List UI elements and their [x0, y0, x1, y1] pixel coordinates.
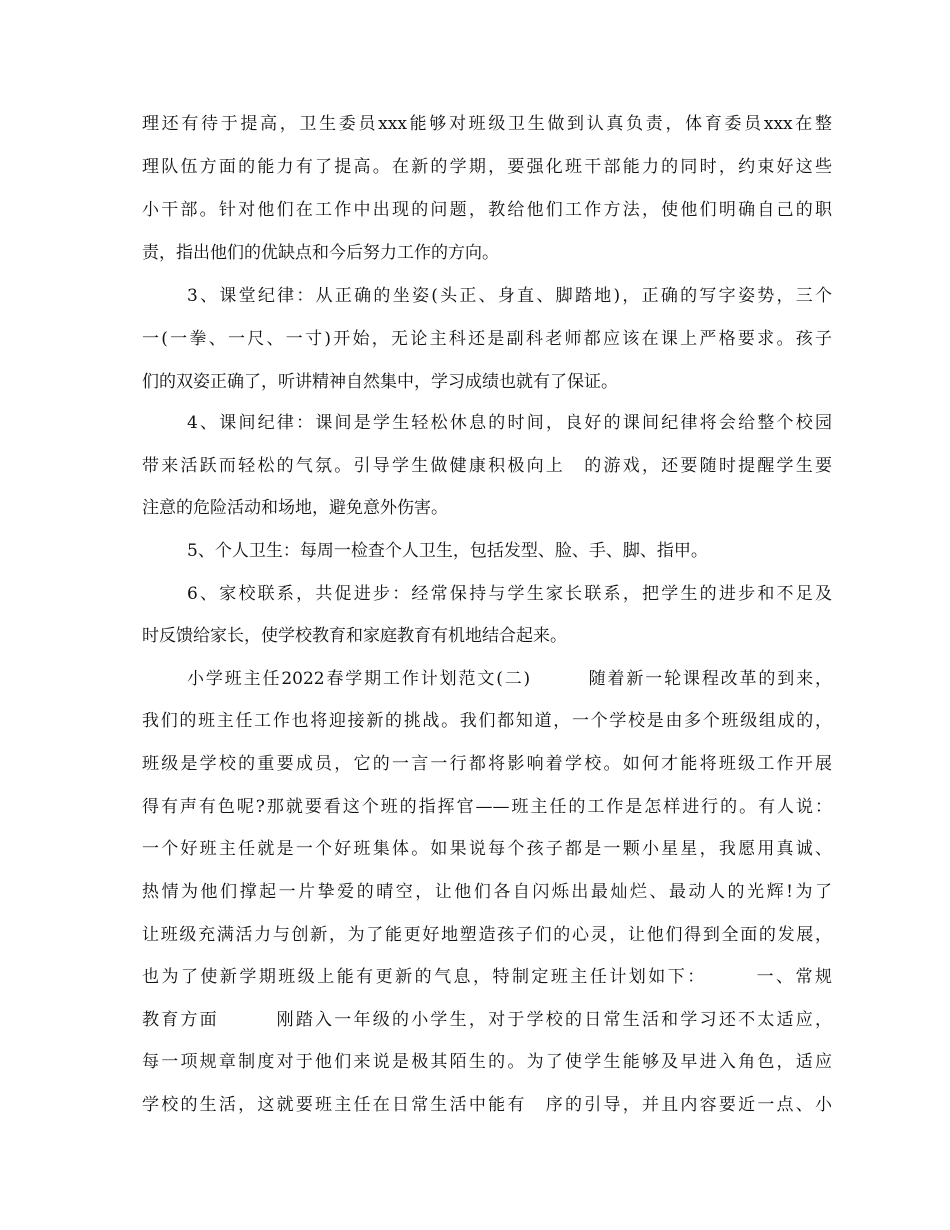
text-line: 一(一拳、一尺、一寸)开始，无论主科还是副科老师都应该在课上严格要求。孩子 [142, 329, 832, 349]
text-line: 每一项规章制度对于他们来说是极其陌生的。为了使学生能够及早进入角色，适应 [142, 1052, 832, 1072]
text-line: 5、个人卫生：每周一检查个人卫生，包括发型、脸、手、脚、指甲。 [187, 541, 708, 561]
text-line: 班级是学校的重要成员，它的一言一行都将影响着学校。如何才能将班级工作开展 [142, 754, 832, 774]
text-line: 责，指出他们的优缺点和今后努力工作的方向。 [142, 243, 499, 263]
text-line: 教育方面 刚踏入一年级的小学生，对于学校的日常生活和学习还不太适应， [142, 1010, 832, 1030]
text-line: 小学班主任2022春学期工作计划范文(二) 随着新一轮课程改革的到来， [187, 669, 832, 689]
text-line: 4、课间纪律：课间是学生轻松休息的时间，良好的课间纪律将会给整个校园 [187, 413, 832, 433]
text-line: 3、课堂纪律：从正确的坐姿(头正、身直、脚踏地)，正确的写字姿势，三个 [187, 286, 832, 306]
text-line: 学校的生活，这就要班主任在日常生活中能有 序的引导，并且内容要近一点、小 [142, 1095, 832, 1115]
text-line: 热情为他们撑起一片挚爱的晴空，让他们各自闪烁出最灿烂、最动人的光辉!为了 [142, 882, 832, 902]
text-line: 理还有待于提高，卫生委员xxx能够对班级卫生做到认真负责，体育委员xxx在整 [142, 114, 832, 134]
text-line: 让班级充满活力与创新，为了能更好地塑造孩子们的心灵，让他们得到全面的发展， [142, 925, 832, 945]
text-line: 也为了使新学期班级上能有更新的气息，特制定班主任计划如下： 一、常规 [142, 967, 832, 987]
text-line: 6、家校联系，共促进步：经常保持与学生家长联系，把学生的进步和不足及 [187, 584, 832, 604]
text-line: 时反馈给家长，使学校教育和家庭教育有机地结合起来。 [142, 626, 567, 646]
text-line: 得有声有色呢?那就要看这个班的指挥官——班主任的工作是怎样进行的。有人说： [142, 797, 832, 817]
text-line: 们的双姿正确了，听讲精神自然集中，学习成绩也就有了保证。 [142, 372, 618, 392]
text-line: 一个好班主任就是一个好班集体。如果说每个孩子都是一颗小星星，我愿用真诚、 [142, 839, 832, 859]
text-line: 理队伍方面的能力有了提高。在新的学期，要强化班干部能力的同时，约束好这些 [142, 157, 832, 177]
text-line: 我们的班主任工作也将迎接新的挑战。我们都知道，一个学校是由多个班级组成的， [142, 711, 832, 731]
text-line: 注意的危险活动和场地，避免意外伤害。 [142, 498, 448, 518]
text-line: 带来活跃而轻松的气氛。引导学生做健康积极向上 的游戏，还要随时提醒学生要 [142, 456, 832, 476]
text-line: 小干部。针对他们在工作中出现的问题，教给他们工作方法，使他们明确自己的职 [142, 200, 832, 220]
